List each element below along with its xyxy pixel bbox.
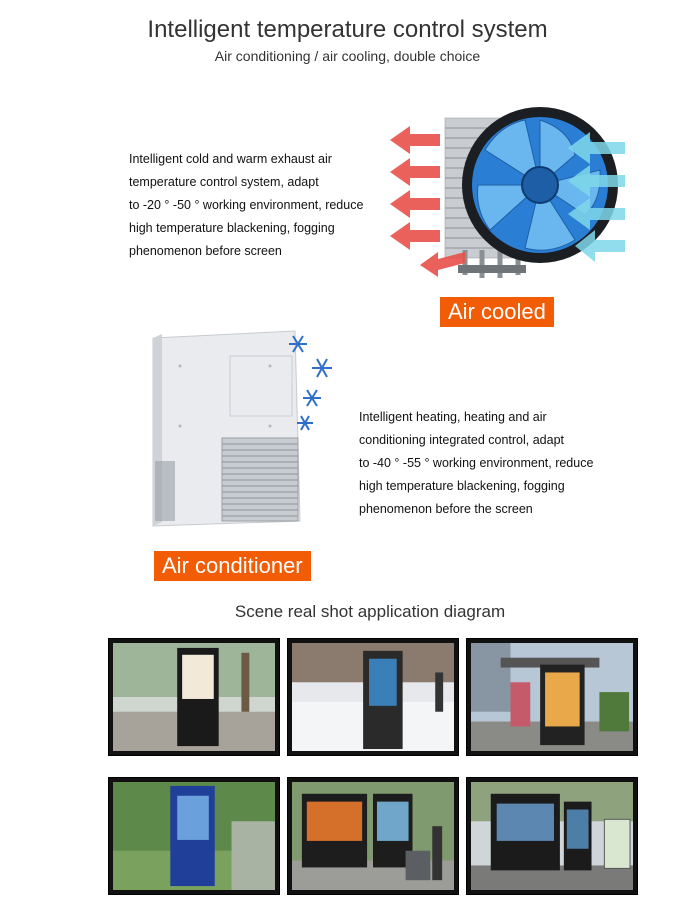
- air-conditioner-description: [359, 406, 593, 521]
- scene-photo-blue-kiosk: [108, 777, 280, 895]
- fan-cooler-image: [390, 100, 625, 285]
- page-title: Intelligent temperature control system: [147, 16, 548, 43]
- air-cooled-line: phenomenon before screen: [129, 244, 282, 258]
- page-subtitle: Air conditioning / air cooling, double choice: [214, 48, 481, 64]
- scene-photo-park-kiosk: [108, 638, 280, 756]
- scene-photo-double-screen: [287, 777, 459, 895]
- air-cooled-line: to -20 ° -50 ° working environment, reduce: [129, 198, 364, 212]
- air-conditioner-line: Intelligent heating, heating and air: [359, 410, 547, 424]
- air-cooled-line: temperature control system, adapt: [129, 175, 319, 189]
- air-cooled-description: [129, 148, 363, 263]
- air-conditioner-image: [150, 326, 340, 531]
- air-conditioner-badge: Air conditioner: [154, 551, 311, 581]
- air-conditioner-line: phenomenon before the screen: [359, 502, 533, 516]
- air-cooled-line: high temperature blackening, fogging: [129, 221, 335, 235]
- scene-section-title: Scene real shot application diagram: [234, 602, 506, 621]
- air-conditioner-line: to -40 ° -55 ° working environment, reduce: [359, 456, 594, 470]
- scene-photo-bus-stop: [466, 638, 638, 756]
- air-conditioner-line: conditioning integrated control, adapt: [359, 433, 565, 447]
- air-cooled-line: Intelligent cold and warm exhaust air: [129, 152, 332, 166]
- air-conditioner-line: high temperature blackening, fogging: [359, 479, 565, 493]
- scene-photo-snow-kiosk: [287, 638, 459, 756]
- scene-photo-city-screens: [466, 777, 638, 895]
- air-cooled-badge: Air cooled: [440, 297, 554, 327]
